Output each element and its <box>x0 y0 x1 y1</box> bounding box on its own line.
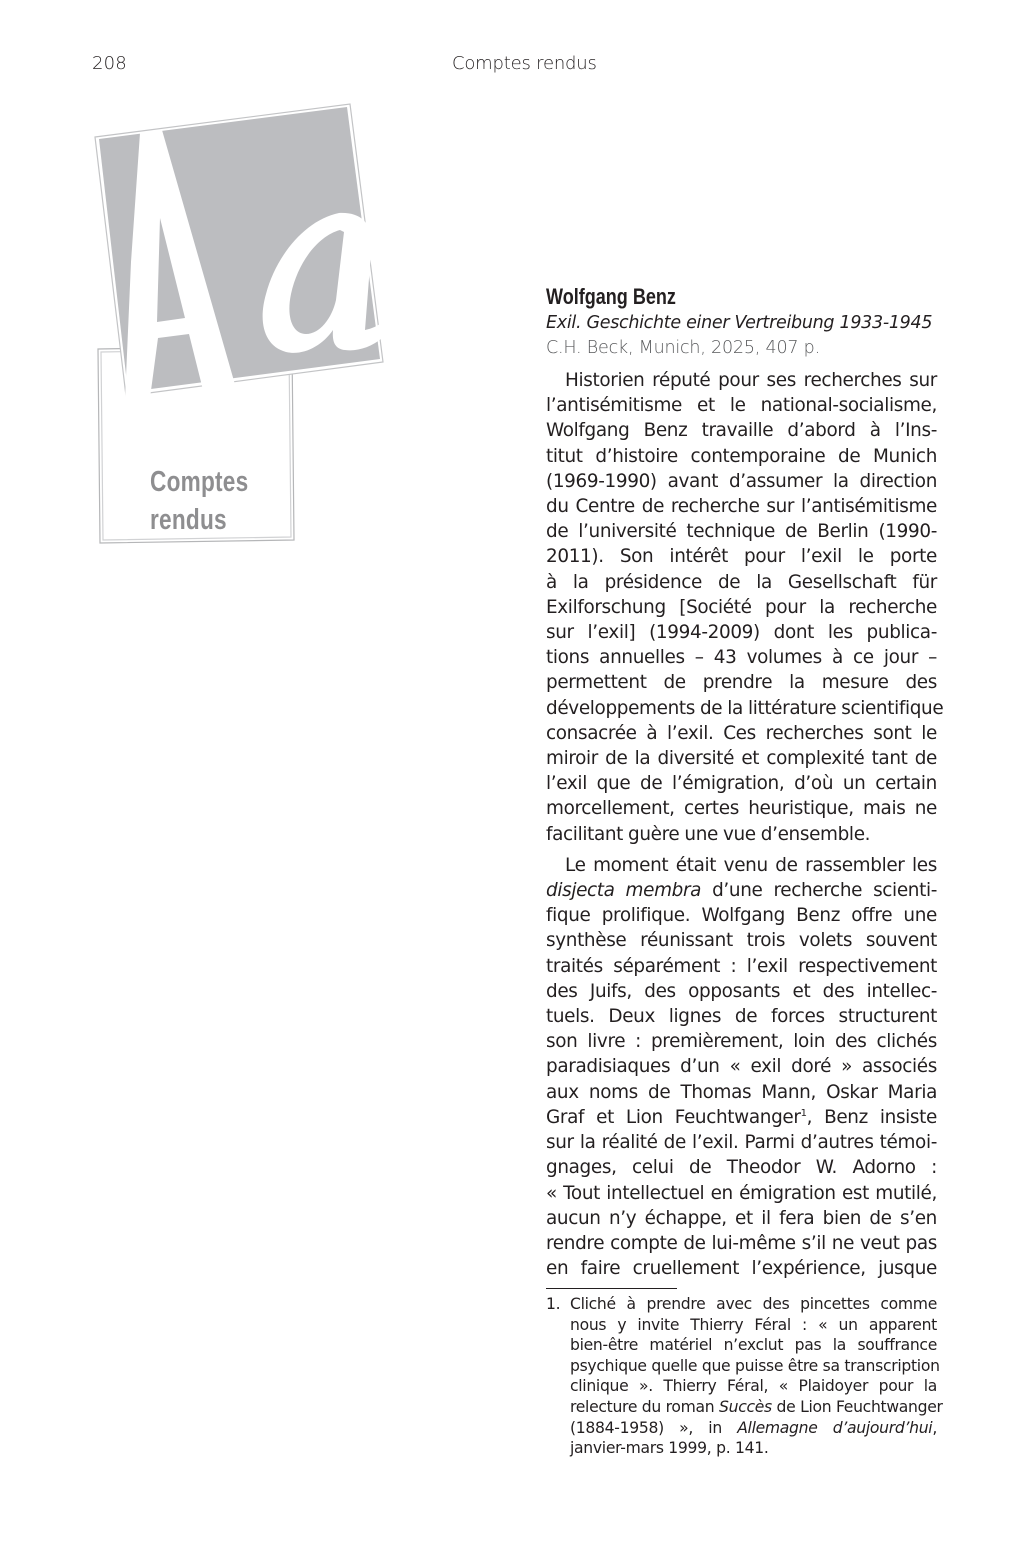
running-head: Comptes rendus <box>452 53 597 74</box>
section-logo <box>0 0 420 580</box>
text-line: traités séparément : l’exil respectivement <box>546 955 937 977</box>
text-line: miroir de la diversité et complexité tant de <box>546 748 937 770</box>
text-line: aux noms de Thomas Mann, Oskar Maria <box>546 1081 937 1103</box>
page-number: 208 <box>92 53 127 74</box>
italic-phrase: disjecta membra <box>546 880 702 902</box>
text-line: consacrée à l’exil. Ces recherches sont le <box>546 722 937 744</box>
text-line: 2011). Son intérêt pour l’exil le porte <box>546 546 937 568</box>
footnote-1 <box>546 1294 943 1459</box>
text-line: sur l’exil] (1994-2009) dont les publica- <box>546 622 937 644</box>
logo-caption <box>150 463 248 539</box>
text-line: synthèse réunissant trois volets souvent <box>546 930 937 952</box>
text-fragment: Graf et Lion Feuchtwanger <box>546 1106 801 1128</box>
text-fragment: (1884-1958) », in <box>570 1418 738 1437</box>
logo-caption-line1: Comptes <box>150 466 249 498</box>
text-line: titut d’histoire contemporaine de Munich <box>546 445 937 467</box>
italic-title: Allemagne d’aujourd’hui <box>737 1418 933 1437</box>
text-line: en faire cruellement l’expérience, jusque <box>546 1258 937 1280</box>
text-line: à la présidence de la Gesellschaft für <box>546 571 937 593</box>
text-line: du Centre de recherche sur l’antisémitisme <box>546 496 937 518</box>
text-line: Wolfgang Benz travaille d’abord à l’Ins- <box>546 420 937 442</box>
text-line: développements de la littérature scientifique <box>546 697 944 719</box>
text-line: l’exil que de l’émigration, d’où un certain <box>546 773 937 795</box>
footnote-line: psychique quelle que puisse être sa transcription <box>570 1356 940 1375</box>
italic-title: Succès <box>719 1397 772 1416</box>
text-line: sur la réalité de l’exil. Parmi d’autres témoi- <box>546 1132 937 1154</box>
footnote-line: janvier-mars 1999, p. 141. <box>570 1439 769 1458</box>
footnote-line: bien-être matériel n’exclut pas la souffrance <box>570 1336 937 1355</box>
text-line: Exilforschung [Société pour la recherche <box>546 596 937 618</box>
footnote-line <box>546 1294 937 1315</box>
text-line <box>546 1105 937 1130</box>
text-line: morcellement, certes heuristique, mais ne <box>546 798 937 820</box>
text-line: « Tout intellectuel en émigration est mutilé, <box>546 1182 937 1204</box>
footnote-number: 1. <box>546 1295 561 1313</box>
review-body <box>546 368 944 1281</box>
text-line: aucun n’y échappe, et il fera bien de s’en <box>546 1207 937 1229</box>
paragraph-1 <box>546 368 944 847</box>
text-fragment: Cliché à prendre avec des pincettes comme <box>570 1295 937 1313</box>
text-line: facilitant guère une vue d’ensemble. <box>546 823 871 845</box>
text-line: gnages, celui de Theodor W. Adorno : <box>546 1157 937 1179</box>
text-fragment: de Lion Feuchtwanger <box>771 1397 943 1416</box>
text-line: Historien réputé pour ses recherches sur <box>565 370 937 391</box>
footnote-separator <box>546 1288 677 1289</box>
text-line: tions annuelles – 43 volumes à ce jour – <box>546 647 937 669</box>
text-line: son livre : premièrement, loin des clichés <box>546 1031 937 1053</box>
footnote-line <box>546 1397 943 1418</box>
logo-caption-line2: rendus <box>150 504 227 536</box>
footnote-line: nous y invite Thierry Féral : « un apparent <box>570 1315 937 1334</box>
text-line: de l’université technique de Berlin (1990- <box>546 521 937 543</box>
footnote-line <box>546 1418 937 1439</box>
footnote-reference[interactable]: 1 <box>800 1107 807 1119</box>
text-fragment: , <box>932 1418 937 1437</box>
paragraph-2 <box>546 853 937 1281</box>
footnote-line: clinique ». Thierry Féral, « Plaidoyer pour la <box>570 1377 937 1396</box>
book-publisher: C.H. Beck, Munich, 2025, 407 p. <box>546 338 820 358</box>
text-line: l’antisémitisme et le national-socialisme, <box>546 395 937 417</box>
text-line: fique prolifique. Wolfgang Benz offre une <box>546 905 937 927</box>
text-line: tuels. Deux lignes de forces structurent <box>546 1006 937 1028</box>
book-title: Exil. Geschichte einer Vertreibung 1933-1945 <box>546 313 933 333</box>
text-fragment: , Benz insiste <box>806 1106 937 1128</box>
text-line: paradisiaques d’un « exil doré » associés <box>546 1056 937 1078</box>
text-fragment: relecture du roman <box>570 1397 720 1416</box>
text-line: permettent de prendre la mesure des <box>546 672 937 694</box>
text-line: (1969-1990) avant d’assumer la direction <box>546 470 937 492</box>
paragraph-2-middle <box>546 903 937 1105</box>
text-line: Le moment était venu de rassembler les <box>565 854 937 876</box>
text-line: rendre compte de lui-même s’il ne veut pas <box>546 1232 937 1254</box>
text-line: des Juifs, des opposants et des intellec- <box>546 980 937 1002</box>
text-line <box>546 878 937 903</box>
text-fragment: d’une recherche scienti- <box>701 880 937 902</box>
book-author: Wolfgang Benz <box>546 284 676 309</box>
paragraph-2-end <box>546 1130 937 1281</box>
